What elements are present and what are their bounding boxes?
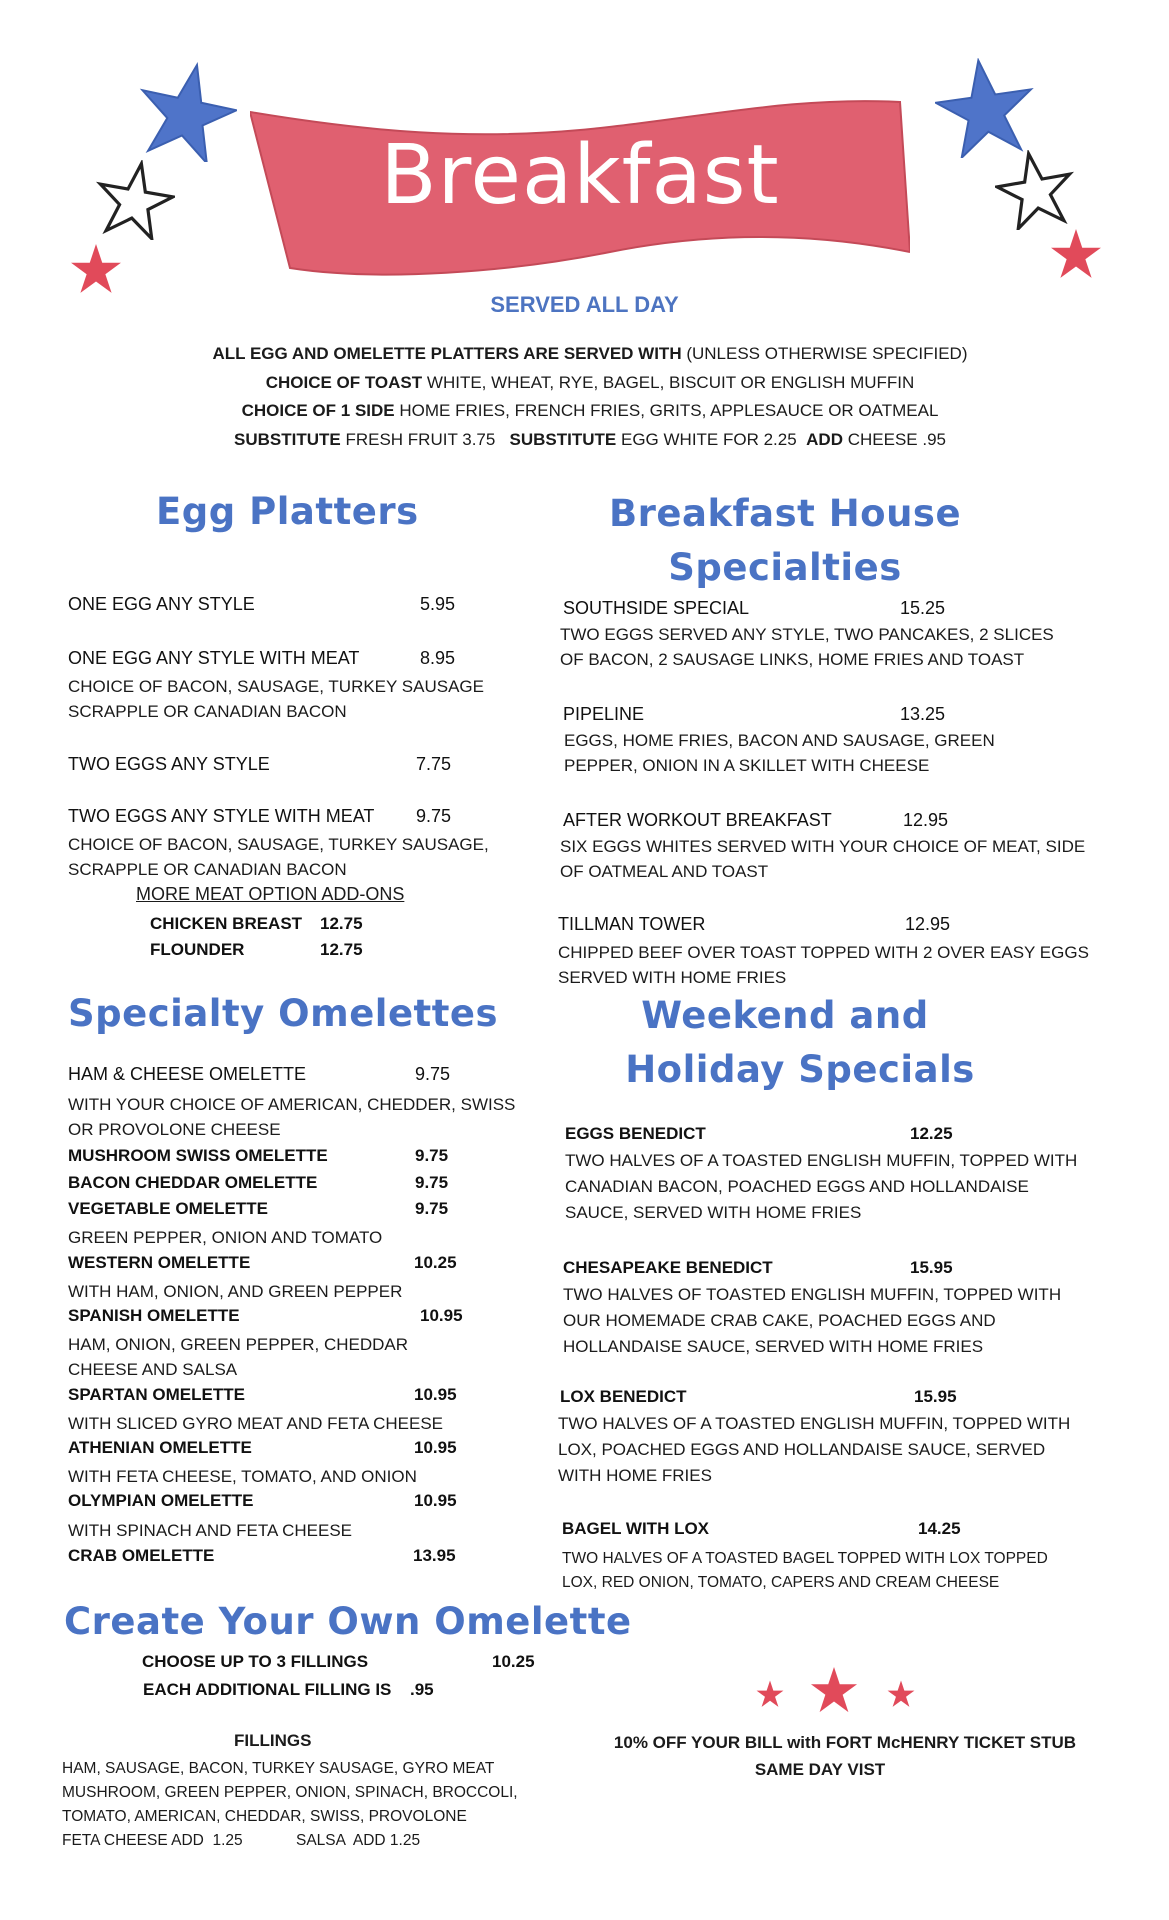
fillings-line: TOMATO, AMERICAN, CHEDDAR, SWISS, PROVOLONE [62,1808,467,1825]
menu-item-name: ONE EGG ANY STYLE [68,594,255,614]
page-title: Breakfast [380,128,780,223]
addon-name: FLOUNDER [150,940,245,959]
menu-item-name: VEGETABLE OMELETTE [68,1199,268,1218]
menu-item-name: CRAB OMELETTE [68,1546,215,1565]
menu-item-price: 9.75 [415,1146,449,1165]
menu-item-price: 13.25 [900,704,946,724]
intro-line: ALL EGG AND OMELETTE PLATTERS ARE SERVED WITH (UNLESS OTHERWISE SPECIFIED) [212,344,968,363]
blue-star-icon [935,58,1035,158]
menu-item-price: 10.25 [414,1253,457,1272]
menu-item-desc: HAM, ONION, GREEN PEPPER, CHEDDAR CHEESE AND SALSA [68,1335,409,1379]
menu-item-desc: CHIPPED BEEF OVER TOAST TOPPED WITH 2 OVER EASY EGGS SERVED WITH HOME FRIES [558,943,1089,987]
red-star-icon [1050,228,1102,280]
menu-item-desc: TWO HALVES OF A TOASTED ENGLISH MUFFIN, TOPPED WITH LOX, POACHED EGGS AND HOLLANDAISE SAUCE, SERVED WITH HOME FRIES [558,1414,1071,1485]
addon-price: 12.75 [320,914,363,933]
intro-line: CHOICE OF 1 SIDE HOME FRIES, FRENCH FRIES, GRITS, APPLESAUCE OR OATMEAL [241,401,939,420]
outline-star-icon [995,150,1075,230]
menu-item-price: 12.95 [905,914,951,934]
intro-line: CHOICE OF TOAST WHITE, WHEAT, RYE, BAGEL, BISCUIT OR ENGLISH MUFFIN [265,372,915,392]
menu-item-price: 15.25 [900,598,946,618]
menu-item-price: 15.95 [910,1258,953,1277]
menu-item-name: BACON CHEDDAR OMELETTE [68,1173,318,1192]
menu-item-desc: CHOICE OF BACON, SAUSAGE, TURKEY SAUSAGE SCRAPPLE OR CANADIAN BACON [68,677,484,721]
fillings-line: MUSHROOM, GREEN PEPPER, ONION, SPINACH, BROCCOLI, [62,1784,518,1801]
section-title-house-specialties: Breakfast House [608,492,962,535]
menu-item-name: PIPELINE [563,704,645,724]
red-star-icon [810,1666,858,1714]
menu-item-price: 12.25 [910,1124,953,1143]
menu-item-name: SOUTHSIDE SPECIAL [563,598,750,618]
menu-item-name: TILLMAN TOWER [558,914,706,934]
section-title-house-specialties-2: Specialties [668,546,902,589]
menu-item-price: 7.75 [416,754,452,774]
menu-item-desc: EGGS, HOME FRIES, BACON AND SAUSAGE, GREEN PEPPER, ONION IN A SKILLET WITH CHEESE [564,731,995,775]
section-title-weekend-specials-2: Holiday Specials [625,1048,975,1091]
menu-item-desc: TWO EGGS SERVED ANY STYLE, TWO PANCAKES, 2 SLICES OF BACON, 2 SAUSAGE LINKS, HOME FRIES AND TOAST [560,625,1054,669]
menu-item-desc: WITH FETA CHEESE, TOMATO, AND ONION [68,1467,417,1486]
menu-item-desc: WITH HAM, ONION, AND GREEN PEPPER [68,1282,403,1301]
menu-item-price: 9.75 [415,1064,451,1084]
section-title-specialty-omelettes: Specialty Omelettes [68,992,499,1035]
fillings-line: HAM, SAUSAGE, BACON, TURKEY SAUSAGE, GYRO MEAT [62,1760,495,1777]
menu-item-desc: WITH YOUR CHOICE OF AMERICAN, CHEDDER, SWISS OR PROVOLONE CHEESE [68,1095,516,1139]
menu-item-name: OLYMPIAN OMELETTE [68,1491,254,1510]
intro-line: SUBSTITUTE FRESH FRUIT 3.75 SUBSTITUTE EGG WHITE FOR 2.25 ADD CHEESE .95 [234,429,946,449]
menu-item-name: AFTER WORKOUT BREAKFAST [563,810,832,830]
feta-extra: FETA CHEESE ADD 1.25 [62,1832,243,1849]
salsa-extra: SALSA ADD 1.25 [296,1832,421,1849]
menu-item-name: SPARTAN OMELETTE [68,1385,245,1404]
menu-item-price: 13.95 [413,1546,456,1565]
promo-line-1: 10% OFF YOUR BILL with FORT McHENRY TICKET STUB [613,1733,1077,1752]
fillings-heading: FILLINGS [234,1731,312,1750]
menu-item-name: WESTERN OMELETTE [68,1253,251,1272]
menu-item-price: 9.75 [415,1173,449,1192]
menu-item-price: 5.95 [420,594,456,614]
blue-star-icon [137,62,237,162]
intro-block [160,340,1020,454]
menu-item-desc: GREEN PEPPER, ONION AND TOMATO [68,1228,383,1247]
addon-name: CHICKEN BREAST [150,914,303,933]
menu-item-name: ONE EGG ANY STYLE WITH MEAT [68,648,360,668]
menu-item-desc: CHOICE OF BACON, SAUSAGE, TURKEY SAUSAGE, SCRAPPLE OR CANADIAN BACON [68,835,489,879]
section-title-egg-platters: Egg Platters [156,490,419,533]
menu-item-price: 12.95 [903,810,949,830]
menu-item-price: 9.75 [416,806,452,826]
menu-item-desc: WITH SLICED GYRO MEAT AND FETA CHEESE [68,1414,444,1433]
promo-line-2: SAME DAY VIST [754,1760,886,1779]
choose-fillings-price: 10.25 [492,1652,535,1671]
menu-item-price: 14.25 [918,1519,961,1538]
menu-item-price: 10.95 [414,1491,457,1510]
red-star-icon [887,1680,915,1708]
served-all-day: SERVED ALL DAY [490,292,679,317]
menu-item-name: TWO EGGS ANY STYLE [68,754,270,774]
menu-item-price: 9.75 [415,1199,449,1218]
menu-item-desc: TWO HALVES OF TOASTED ENGLISH MUFFIN, TOPPED WITH OUR HOMEMADE CRAB CAKE, POACHED EGGS AND HOLLANDAISE SAUCE, SERVED WITH HOME FRIES [563,1285,1062,1356]
additional-filling-label: EACH ADDITIONAL FILLING IS [143,1680,392,1699]
choose-fillings-label: CHOOSE UP TO 3 FILLINGS [142,1652,369,1671]
menu-item-desc: WITH SPINACH AND FETA CHEESE [68,1521,353,1540]
menu-item-name: LOX BENEDICT [560,1387,687,1406]
menu-item-desc: TWO HALVES OF A TOASTED ENGLISH MUFFIN, TOPPED WITH CANADIAN BACON, POACHED EGGS AND HOLLANDAISE SAUCE, SERVED WITH HOME FRIES [565,1151,1078,1222]
additional-filling-price: .95 [410,1680,434,1699]
menu-item-name: MUSHROOM SWISS OMELETTE [68,1146,328,1165]
menu-item-desc: TWO HALVES OF A TOASTED BAGEL TOPPED WITH LOX TOPPED LOX, RED ONION, TOMATO, CAPERS AND CREAM CHEESE [562,1550,1048,1591]
red-star-icon [756,1680,784,1708]
menu-item-price: 15.95 [914,1387,957,1406]
menu-item-price: 10.95 [420,1306,463,1325]
outline-star-icon [95,160,175,240]
menu-item-name: SPANISH OMELETTE [68,1306,240,1325]
addon-price: 12.75 [320,940,363,959]
menu-item-desc: SIX EGGS WHITES SERVED WITH YOUR CHOICE OF MEAT, SIDE OF OATMEAL AND TOAST [560,837,1086,881]
section-title-weekend-specials: Weekend and [641,994,929,1037]
menu-item-price: 8.95 [420,648,456,668]
menu-item-name: ATHENIAN OMELETTE [68,1438,252,1457]
menu-item-name: CHESAPEAKE BENEDICT [563,1258,773,1277]
menu-item-name: EGGS BENEDICT [565,1124,706,1143]
section-title-create-your-own: Create Your Own Omelette [64,1600,632,1643]
addons-heading: MORE MEAT OPTION ADD-ONS [136,884,405,904]
red-star-icon [70,243,122,295]
menu-item-name: BAGEL WITH LOX [562,1519,710,1538]
menu-item-price: 10.95 [414,1438,457,1457]
menu-item-name: TWO EGGS ANY STYLE WITH MEAT [68,806,375,826]
menu-item-price: 10.95 [414,1385,457,1404]
menu-item-name: HAM & CHEESE OMELETTE [68,1064,307,1084]
